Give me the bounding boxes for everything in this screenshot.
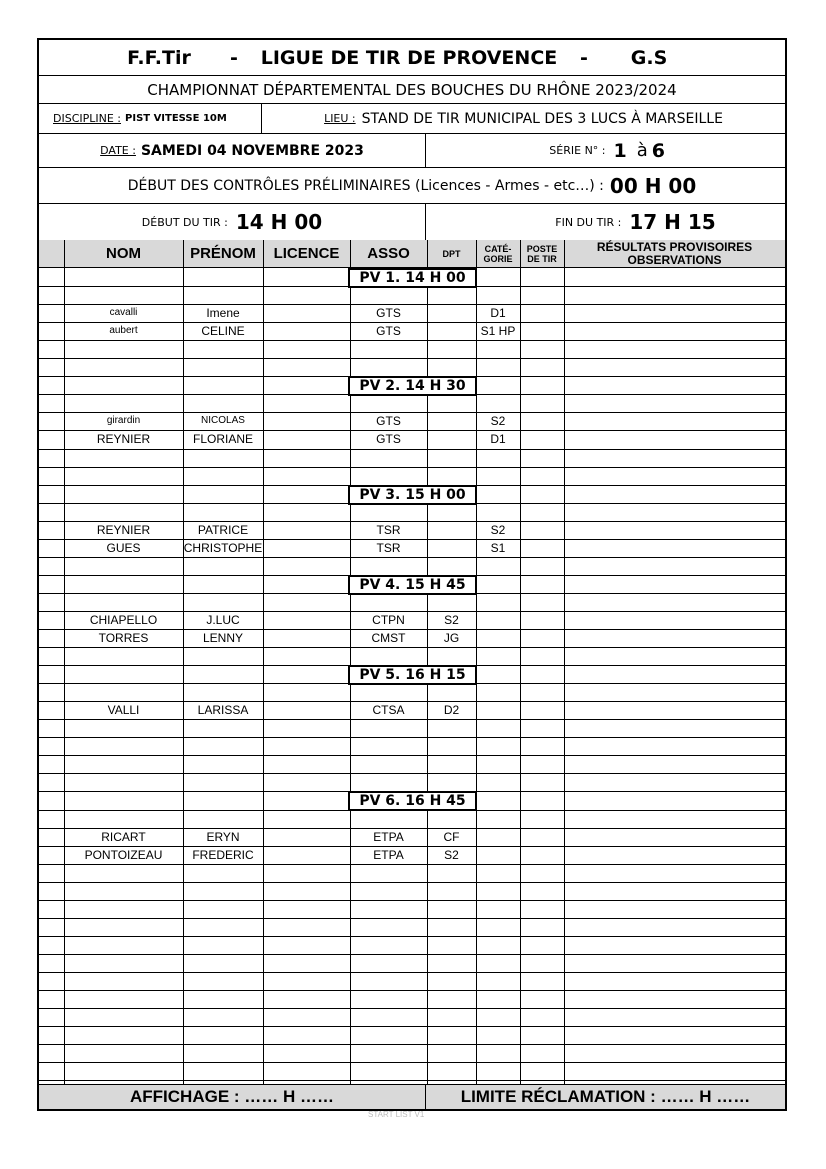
column-header-poste [520, 240, 564, 267]
shooter-dpt: JG [443, 630, 460, 645]
table-row [39, 846, 785, 863]
column-header-licence: LICENCE [273, 245, 340, 262]
column-header-asso: ASSO [367, 245, 410, 262]
shooter-nom: REYNIER [96, 431, 151, 446]
title-row [39, 40, 785, 76]
table-row [39, 539, 785, 556]
column-header-categorie-line1: CATÉ- [484, 243, 512, 254]
column-header-resultats-line1: RÉSULTATS PROVISOIRES [596, 240, 753, 254]
column-header-categorie [476, 240, 520, 267]
affichage-cell: AFFICHAGE : …… H …… [39, 1085, 426, 1109]
table-row-divider [39, 972, 785, 973]
shooter-dpt [427, 521, 476, 538]
table-row-divider [39, 1062, 785, 1063]
shooter-prenom: PATRICE [197, 522, 249, 537]
end-time: 17 H 15 [629, 210, 716, 234]
shooter-asso: CTSA [372, 702, 405, 717]
end-cell [426, 204, 785, 240]
table-row [39, 629, 785, 646]
table-row [39, 412, 785, 429]
serie-from: 1 [613, 139, 627, 162]
controls-time: 00 H 00 [609, 173, 697, 198]
shooter-prenom: J.LUC [206, 612, 240, 627]
shooter-asso: GTS [376, 323, 401, 338]
shooter-prenom: LARISSA [197, 702, 249, 717]
table-row-divider [39, 647, 785, 648]
table-row [39, 304, 785, 321]
shooter-nom: REYNIER [96, 522, 151, 537]
table-row [39, 322, 785, 339]
shooter-asso: ETPA [373, 847, 404, 862]
shooter-prenom: NICOLAS [201, 415, 245, 426]
watermark: START LIST V1 [368, 1110, 425, 1119]
column-divider [263, 240, 264, 1086]
end-label: FIN DU TIR : [555, 215, 622, 229]
start-cell [39, 204, 426, 240]
footer-row [39, 1084, 785, 1109]
table-row-divider [39, 1044, 785, 1045]
discipline-value: PIST VITESSE 10M [125, 113, 227, 124]
table-row-divider [39, 1080, 785, 1081]
table-row-divider [39, 737, 785, 738]
table-row [39, 828, 785, 845]
start-list-sheet [37, 38, 787, 1111]
shooter-dpt: CF [443, 829, 460, 844]
column-header-prenom: PRÉNOM [190, 245, 256, 262]
shooter-nom: TORRES [98, 630, 149, 645]
discipline-row [39, 104, 785, 134]
start-label: DÉBUT DU TIR : [141, 215, 228, 229]
column-header-categorie-line2: GORIE [483, 253, 513, 264]
shooter-asso: GTS [376, 413, 401, 428]
shooter-prenom: Imene [206, 305, 240, 320]
table-row [39, 701, 785, 718]
pv-group-label: PV 2. 14 H 30 [348, 376, 477, 396]
shooter-prenom: CHRISTOPHE [183, 540, 263, 555]
table-row-divider [39, 467, 785, 468]
shooter-asso: CMST [371, 630, 406, 645]
column-header-poste-line2: DE TIR [527, 253, 557, 264]
table-row-divider [39, 755, 785, 756]
shooter-nom: cavalli [109, 307, 138, 318]
shooter-categorie: S2 [490, 413, 506, 428]
serie-cell [426, 134, 785, 167]
shooter-prenom: FREDERIC [192, 847, 254, 862]
table-row-divider [39, 882, 785, 883]
table-row-divider [39, 719, 785, 720]
shooter-nom: VALLI [107, 702, 140, 717]
lieu-cell [262, 104, 785, 133]
table-row-divider [39, 358, 785, 359]
column-divider [564, 240, 565, 1086]
table-row-divider [39, 1026, 785, 1027]
table-row-divider [39, 773, 785, 774]
column-header-nom: NOM [106, 245, 141, 262]
table-row-divider [39, 936, 785, 937]
shooter-asso: CTPN [372, 612, 405, 627]
start-time: 14 H 00 [235, 210, 323, 234]
column-divider [64, 240, 65, 1086]
pv-group-label: PV 1. 14 H 00 [348, 268, 477, 288]
title-separator: - [580, 46, 588, 69]
shooter-prenom: CELINE [201, 323, 245, 338]
table-row [39, 611, 785, 628]
column-header-resultats [564, 240, 785, 267]
shooter-asso: TSR [376, 540, 401, 555]
shooter-prenom: LENNY [202, 630, 243, 645]
club-name: G.S [630, 46, 668, 69]
shooter-dpt [427, 430, 476, 447]
title-separator: - [230, 46, 238, 69]
date-cell [39, 134, 426, 167]
date-value: SAMEDI 04 NOVEMBRE 2023 [140, 142, 364, 159]
table-row-divider [39, 900, 785, 901]
discipline-label: DISCIPLINE : [53, 112, 122, 125]
shooter-categorie [476, 629, 520, 646]
serie-label: SÉRIE N° : [549, 144, 606, 157]
controls-label: DÉBUT DES CONTRÔLES PRÉLIMINAIRES (Licences - Armes - etc…) : [127, 177, 604, 194]
shooter-asso: ETPA [373, 829, 404, 844]
lieu-label: LIEU : [324, 112, 356, 125]
table-row-divider [39, 990, 785, 991]
shooter-dpt: D2 [443, 702, 460, 717]
pv-group-label: PV 5. 16 H 15 [348, 665, 477, 685]
column-divider [183, 240, 184, 1086]
column-divider [520, 240, 521, 1086]
column-header-resultats-line2: OBSERVATIONS [627, 252, 722, 267]
shooter-dpt: S2 [444, 847, 459, 862]
discipline-cell [39, 104, 262, 133]
table-row-divider [39, 1008, 785, 1009]
controls-cell [39, 168, 785, 203]
date-label: DATE : [100, 144, 136, 157]
table-row [39, 430, 785, 447]
league-name: LIGUE DE TIR DE PROVENCE [260, 46, 558, 69]
table-row-divider [39, 954, 785, 955]
table-row [39, 521, 785, 538]
shooter-categorie [476, 828, 520, 845]
table-row-divider [39, 449, 785, 450]
table-row-divider [39, 340, 785, 341]
shooter-dpt [427, 304, 476, 321]
shooter-categorie [476, 701, 520, 718]
serie-separator: à [636, 140, 648, 161]
column-header-row [39, 240, 785, 268]
shooter-dpt: S2 [444, 612, 459, 627]
shooter-prenom: ERYN [206, 829, 240, 844]
shooter-dpt [427, 412, 476, 429]
timing-row [39, 204, 785, 240]
column-divider [476, 240, 477, 1086]
shooter-nom: PONTOIZEAU [84, 847, 163, 862]
shooters-table [39, 240, 785, 1086]
shooter-categorie: D1 [490, 431, 506, 446]
date-row [39, 134, 785, 168]
column-divider [350, 240, 351, 1086]
pv-group-label: PV 4. 15 H 45 [348, 575, 477, 595]
shooter-categorie [476, 611, 520, 628]
pv-group-label: PV 6. 16 H 45 [348, 791, 477, 811]
table-row-divider [39, 918, 785, 919]
lieu-value: STAND DE TIR MUNICIPAL DES 3 LUCS À MARSEILLE [361, 110, 723, 127]
shooter-categorie: S1 HP [480, 323, 516, 338]
shooter-nom: RICART [101, 829, 146, 844]
championship-title: CHAMPIONNAT DÉPARTEMENTAL DES BOUCHES DU RHÔNE 2023/2024 [147, 80, 677, 99]
shooter-categorie [476, 846, 520, 863]
shooter-asso: TSR [376, 522, 401, 537]
controls-row [39, 168, 785, 204]
shooter-dpt [427, 322, 476, 339]
shooter-categorie: S1 [490, 540, 506, 555]
shooter-nom: GUES [106, 540, 141, 555]
shooter-categorie: S2 [490, 522, 506, 537]
shooter-asso: GTS [376, 305, 401, 320]
championship-row [39, 76, 785, 104]
shooter-dpt [427, 539, 476, 556]
shooter-asso: GTS [376, 431, 401, 446]
shooter-categorie: D1 [490, 305, 506, 320]
column-header-poste-line1: POSTE [526, 243, 558, 254]
federation-name: F.F.Tir [127, 46, 191, 69]
shooter-nom: CHIAPELLO [89, 612, 158, 627]
shooter-prenom: FLORIANE [192, 431, 253, 446]
table-row-divider [39, 557, 785, 558]
table-row-divider [39, 864, 785, 865]
serie-to: 6 [651, 139, 665, 162]
column-divider [427, 240, 428, 1086]
pv-group-label: PV 3. 15 H 00 [348, 485, 477, 505]
reclamation-cell: LIMITE RÉCLAMATION : …… H …… [460, 1087, 751, 1106]
shooter-nom: girardin [106, 415, 141, 426]
column-header-dpt: DPT [442, 248, 461, 259]
shooter-nom: aubert [109, 325, 138, 336]
